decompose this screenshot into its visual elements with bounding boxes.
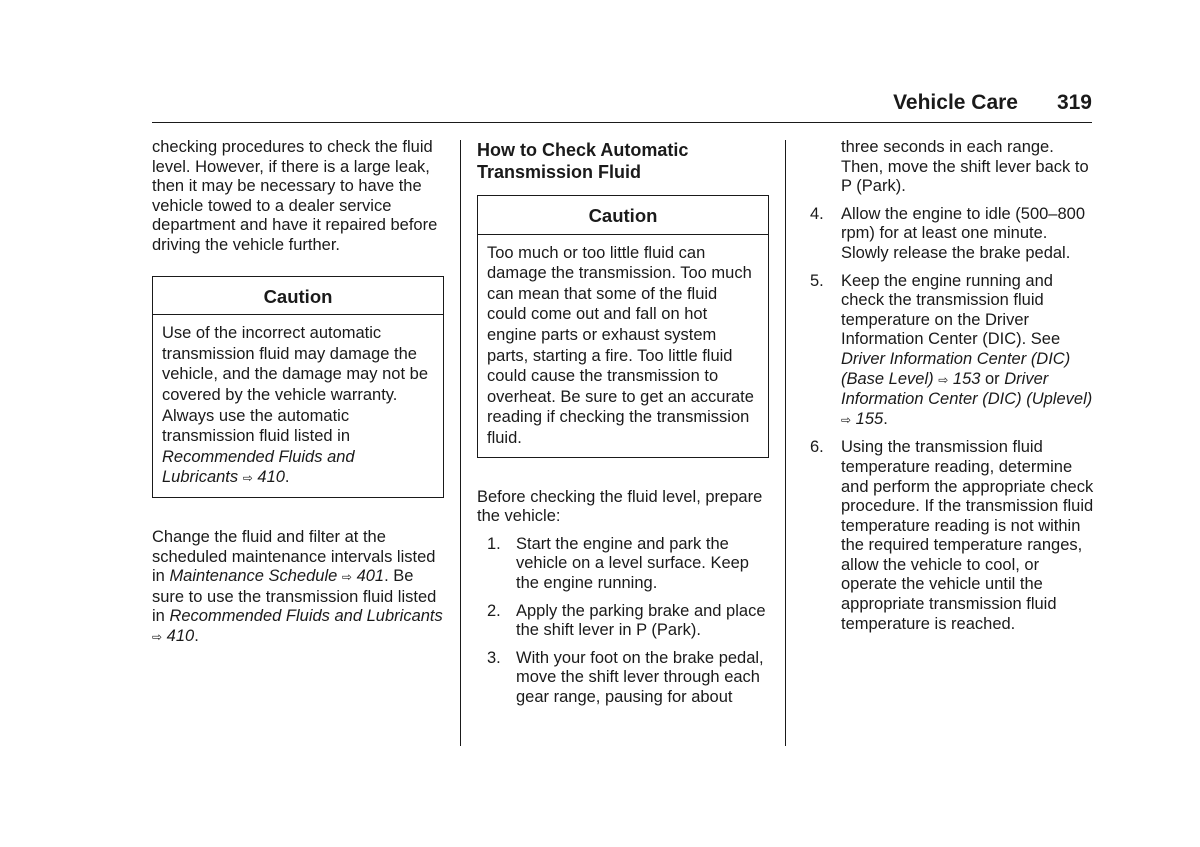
page-reference-icon: ⇨ (242, 471, 253, 486)
prep-paragraph: Before checking the fluid level, prepare the vehicle: (477, 487, 763, 526)
page-reference: 153 (952, 369, 981, 388)
page-number: 319 (1056, 91, 1092, 114)
page-reference-icon: ⇨ (938, 372, 949, 387)
maintenance-paragraph: Change the fluid and filter at the scheduled maintenance intervals listed in Maintenance Schedule ⇨ 401. Be sure to use the transmission fluid listed in Recommended Fluids and Lubricants ⇨ 410. (152, 527, 443, 645)
column-divider-2 (785, 140, 786, 746)
step-number: 3. (487, 648, 501, 667)
caution-box-fluid-type (152, 276, 444, 498)
caution-body: Too much or too little fluid can damage the transmission. Too much can mean that some of the fluid could come out and fall on hot engine parts or exhaust system parts, starting a fire. Too little fluid could cause the transmission to overheat. Be sure to get an accurate reading if checking the transmission fluid. (487, 243, 754, 447)
step-text: Allow the engine to idle (500–800 rpm) for at least one minute. Slowly release the brake pedal. (841, 204, 1086, 262)
list-item (477, 602, 769, 641)
page-header (152, 88, 1092, 123)
list-item (810, 205, 1095, 264)
caution-text: Use of the incorrect automatic transmission fluid may damage the vehicle, and the damage may not be covered by the vehicle warranty. Always use the automatic transmission fluid listed in (162, 324, 429, 446)
section-title: Vehicle Care (893, 91, 1018, 114)
step-number: 2. (487, 601, 501, 620)
step-3-continuation: three seconds in each range. Then, move the shift lever back to P (Park). (841, 138, 1089, 196)
step-number: 4. (810, 204, 824, 223)
list-item: 5. Keep the engine running and check the transmission fluid temperature on the Driver Information Center (DIC). See Driver Information Center (DIC) (Base Level) ⇨ 153 or Driver Information Center (DIC) (Uplevel) ⇨ 155. (810, 271, 1093, 428)
step-number: 5. (810, 271, 824, 290)
caution-box-fluid-level (477, 195, 769, 458)
intro-paragraph: checking procedures to check the fluid level. However, if there is a large leak, then it may be necessary to have the vehicle towed to a dealer service department and have it repaired before driving the vehicle further. (152, 138, 438, 254)
step-number: 1. (487, 534, 501, 553)
caution-title: Caution (478, 196, 768, 235)
page-reference: 410 (166, 626, 195, 645)
step-text: With your foot on the brake pedal, move the shift lever through each gear range, pausing for about (516, 648, 764, 706)
page-reference-icon: ⇨ (841, 412, 852, 427)
cross-reference-link[interactable]: Maintenance Schedule ⇨ 401 (169, 567, 385, 586)
page-reference-icon: ⇨ (152, 629, 163, 644)
cross-reference-link[interactable]: Driver Information Center (DIC) (Uplevel) ⇨ 155 (841, 369, 1093, 428)
column-divider-1 (460, 140, 461, 746)
step-text: Apply the parking brake and place the shift lever in P (Park). (516, 601, 766, 640)
page-reference-icon: ⇨ (341, 570, 352, 585)
caution-body: Use of the incorrect automatic transmission fluid may damage the vehicle, and the damage may not be covered by the vehicle warranty. Always use the automatic transmission fluid listed in Recommended Fluids and Lubricants ⇨ 410. (162, 324, 429, 487)
column-1 (152, 138, 444, 647)
page-reference: 410 (257, 468, 285, 487)
column-3 (810, 138, 1095, 642)
step-text: Keep the engine running and check the transmission fluid temperature on the Driver Information Center (DIC). See (841, 271, 1061, 349)
step-text: Using the transmission fluid temperature reading, determine and perform the appropriate check procedure. If the transmission fluid temperature reading is not within the required temperature ranges, allow the vehicle to cool, or operate the vehicle until the appropriate transmission fluid temperature is reached. (841, 438, 1094, 633)
cross-reference-link[interactable]: Recommended Fluids and Lubricants ⇨ 410 (152, 607, 443, 645)
list-item (477, 649, 769, 708)
steps-list (810, 205, 1095, 634)
column-2 (477, 138, 769, 715)
cross-reference-link[interactable]: Driver Information Center (DIC) (Base Level) ⇨ 153 (841, 349, 1071, 388)
cross-reference-link[interactable]: Recommended Fluids and Lubricants ⇨ 410 (162, 447, 355, 487)
page-reference: 155 (855, 409, 884, 428)
page-reference: 401 (356, 567, 385, 586)
step-number: 6. (810, 438, 824, 457)
step-text: Start the engine and park the vehicle on a level surface. Keep the engine running. (516, 534, 749, 592)
list-item (477, 535, 769, 594)
caution-title: Caution (153, 277, 443, 316)
steps-list (477, 535, 769, 708)
section-heading: How to Check Automatic Transmission Fluid (477, 140, 689, 182)
list-item (810, 438, 1095, 634)
